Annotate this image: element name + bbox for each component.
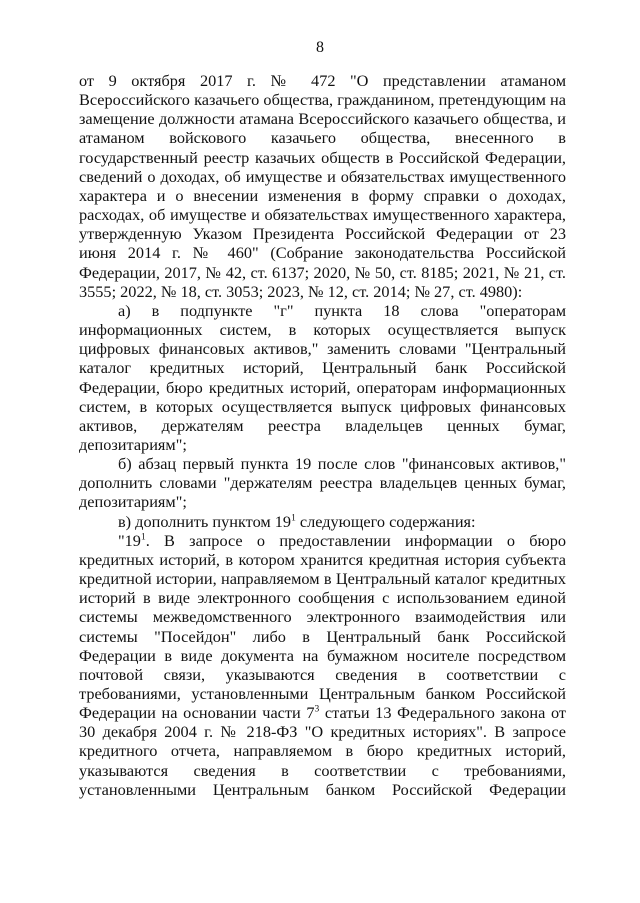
document-body [79,71,566,799]
clause-19-1-body: . В запросе о предоставлении информации о бюро кредитных историй, в котором хранится кредитная история субъекта кредитной истории, направляемом в Центральный каталог кредитных историй в виде электронного сообщения с использованием единой системы межведомственного электронного взаимодействия или системы "Посейдон" либо в Центральный банк Российской Федерации в виде документа на бумажном носителе посредством почтовой связи, указываются сведения в соответствии с требованиями, установленными Центральным банком Российской Федерации на основании части 7 [79,530,566,723]
clause-19-1-paragraph [79,531,566,799]
clause-19-1-start: "19 [118,530,141,550]
clause-19-1-superscript: 1 [140,532,146,543]
item-v-text-before: в) дополнить пунктом 19 [118,511,292,531]
clause-19-1-end: статьи 13 Федерального закона от 30 декабря 2004 г. № 218-ФЗ "О кредитных историях". В запросе кредитного отчета, направляемом в бюро кредитных историй, указываются сведения в соответствии с требованиями, установленными Центральным банком Российской Федерации [79,703,567,799]
item-v-superscript: 1 [291,513,296,524]
intro-paragraph: от 9 октября 2017 г. № 472 "О представлении атаманом Всероссийского казачьего общества, гражданином, претендующим на замещение должности атамана Всероссийского казачьего общества, и атаманом войскового казачьего общества, внесенного в государственный реестр казачьих обществ в Российской Федерации, сведений о доходах, об имуществе и обязательствах имущественного характера и о внесении изменения в форму справки о доходах, расходах, об имуществе и обязательствах имущественного характера, утвержденную Указом Президента Российской Федерации от 23 июня 2014 г. № 460" (Собрание законодательства Российской Федерации, 2017, № 42, ст. 6137; 2020, № 50, ст. 8185; 2021, № 21, ст. 3555; 2022, № 18, ст. 3053; 2023, № 12, ст. 2014; № 27, ст. 4980): [79,71,566,301]
item-v-paragraph [79,512,566,531]
item-a-paragraph: а) в подпункте "г" пункта 18 слова "операторам информационных систем, в которых осуществляется выпуск цифровых финансовых активов," заменить словами "Центральный каталог кредитных историй, Центральный банк Российской Федерации, бюро кредитных историй, операторам информационных систем, в которых осуществляется выпуск цифровых финансовых активов, держателям реестра владельцев ценных бумаг, депозитариям"; [79,300,566,454]
part-7-3-superscript: 3 [314,704,320,715]
item-b-paragraph: б) абзац первый пункта 19 после слов "финансовых активов," дополнить словами "держателям реестра владельцев ценных бумаг, депозитариям"; [79,454,566,512]
item-v-text-after: следующего содержания: [295,511,476,531]
page-number: 8 [316,39,324,56]
